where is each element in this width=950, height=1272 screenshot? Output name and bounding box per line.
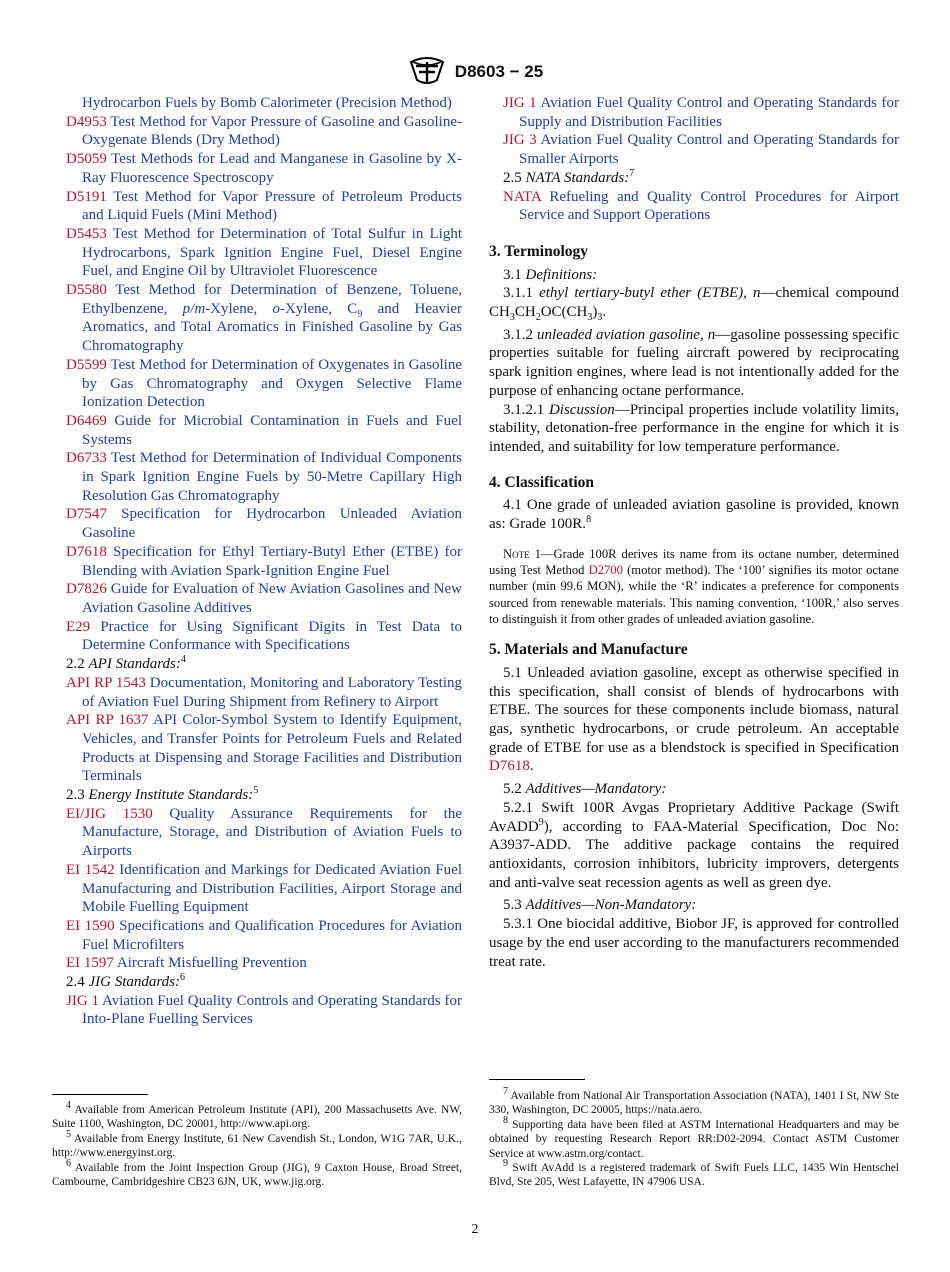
- reference-title-link[interactable]: Specifications and Qualification Procedures for Aviation Fuel Microfilters: [82, 917, 462, 953]
- api-reference-list: [52, 674, 462, 786]
- reference-entry: [489, 131, 899, 168]
- reference-title-link[interactable]: API Color-Symbol System to Identify Equipment, Vehicles, and Transfer Points for Petroleum Fuels and Related Products at Dispensing and Storage Facilities and Distribution Terminals: [82, 712, 462, 785]
- para-5-2: 5.2 Additives—Mandatory:: [503, 781, 667, 798]
- reference-entry: [52, 805, 462, 861]
- reference-entry: [52, 711, 462, 786]
- reference-code-link[interactable]: EI/JIG 1530: [66, 805, 153, 822]
- reference-code-link[interactable]: D6469: [66, 412, 107, 429]
- d2700-link[interactable]: D2700: [588, 563, 623, 578]
- right-column: [489, 94, 899, 971]
- reference-entry: [52, 505, 462, 542]
- reference-code-link[interactable]: API RP 1543: [66, 674, 146, 691]
- reference-code-link[interactable]: D7826: [66, 581, 107, 598]
- page-number: 2: [471, 1222, 479, 1237]
- reference-title-link[interactable]: Test Method for Determination of Oxygenates in Gasoline by Gas Chromatography and Oxygen Selective Flame Ionization Detection: [82, 356, 462, 411]
- reference-code-link[interactable]: JIG 1: [503, 95, 537, 111]
- reference-title-link[interactable]: Guide for Microbial Contamination in Fuels and Fuel Systems: [82, 412, 462, 448]
- reference-title-link[interactable]: Test Method for Vapor Pressure of Petroleum Products and Liquid Fuels (Mini Method): [82, 188, 462, 224]
- reference-entry: [52, 356, 462, 412]
- reference-entry: [52, 992, 462, 1029]
- jig-standards-heading: 2.4 JIG Standards:$^6$: [66, 972, 186, 991]
- terminology-heading: 3. Terminology: [489, 242, 589, 260]
- para-5-3-1: 5.3.1 One biocidal additive, Biobor JF, is approved for controlled usage by the end user according to the manufacturers recommended treat rate.: [489, 916, 899, 970]
- footnote: $^4$ Available from American Petroleum Institute (API), 200 Massachusetts Ave. NW, Suite 1100, Washington, DC 20001, http://www.api.org.: [52, 1100, 462, 1131]
- reference-code-link[interactable]: D7547: [66, 506, 107, 523]
- classification-heading: 4. Classification: [489, 473, 595, 491]
- reference-entry: [52, 954, 462, 973]
- ei-standards-heading: 2.3 Energy Institute Standards:$^5$: [66, 785, 259, 804]
- reference-title-link[interactable]: Aviation Fuel Quality Control and Operating Standards for Smaller Airports: [519, 132, 899, 168]
- reference-title-link[interactable]: Specification for Ethyl Tertiary-Butyl Ether (ETBE) for Blending with Aviation Spark-Ignition Engine Fuel: [82, 543, 463, 579]
- ei-reference-list: [52, 805, 462, 973]
- reference-title-link[interactable]: Test Method for Determination of Benzene, Toluene, Ethylbenzene, p/m-Xylene, o-Xylene, $C_9$ and Heavier Aromatics, and Total Aromatics in Finished Gasoline by Gas Chromatography: [82, 282, 462, 355]
- reference-entry: [52, 188, 462, 225]
- para-3-1-2: 3.1.2 unleaded aviation gasoline, n—gasoline possessing specific properties suitable for fueling aircraft powered by reciprocating spark ignition engines, where lead is not intentionally added for the purpose of enhancing octane performance.: [489, 326, 899, 399]
- reference-code-link[interactable]: D4953: [66, 113, 107, 130]
- footnote: $^8$ Supporting data have been filed at ASTM International Headquarters and may be obtained by requesting Research Report RR:D02-2094. Contact ASTM Customer Service at www.astm.org/contact.: [489, 1114, 899, 1160]
- page-header: [0, 56, 950, 88]
- reference-entry: [489, 188, 899, 225]
- nata-reference-list: [489, 188, 899, 225]
- reference-title-link[interactable]: Documentation, Monitoring and Laboratory Testing of Aviation Fuel During Shipment from Refinery to Airport: [82, 674, 463, 710]
- footnote: $^5$ Available from Energy Institute, 61 New Cavendish St., London, W1G 7AR, U.K., http://www.energyinst.org.: [52, 1128, 462, 1160]
- para-5-1: 5.1 Unleaded aviation gasoline, except as otherwise specified in this specification, shall consist of blends of hydrocarbons with ETBE. The sources for these components include biomass, natural gas, synthetic hydrocarbons, or crude petroleum. An acceptable grade of ETBE for use as a blendstock is specified in Specification D7618.: [489, 664, 899, 775]
- reference-title-link[interactable]: Refueling and Quality Control Procedures for Airport Service and Support Operations: [519, 188, 899, 224]
- reference-code-link[interactable]: D5580: [66, 282, 107, 299]
- d7618-link[interactable]: D7618: [489, 758, 530, 775]
- reference-title-link[interactable]: Aviation Fuel Quality Control and Operating Standards for Supply and Distribution Facilities: [519, 95, 899, 130]
- reference-code-link[interactable]: E29: [66, 618, 91, 635]
- reference-entry: [52, 281, 462, 356]
- reference-entry: [52, 618, 462, 655]
- footnote-rule-right: [489, 1079, 585, 1080]
- reference-entry: [52, 225, 462, 281]
- reference-entry: [52, 113, 462, 150]
- reference-entry: [52, 674, 462, 711]
- reference-title-link[interactable]: Guide for Evaluation of New Aviation Gasolines and New Aviation Gasoline Additives: [82, 581, 463, 616]
- reference-entry: [52, 580, 462, 617]
- para-3-1-2-1: 3.1.2.1 Discussion—Principal properties include volatility limits, stability, detonation-free performance in the engine for which it is intended, and suitability for low temperature performance.: [489, 401, 900, 455]
- reference-title-link[interactable]: Aircraft Misfuelling Prevention: [116, 955, 307, 972]
- reference-code-link[interactable]: D5059: [66, 151, 107, 168]
- reference-code-link[interactable]: D5599: [66, 356, 107, 373]
- reference-title-link[interactable]: Aviation Fuel Quality Controls and Operating Standards for Into-Plane Fuelling Services: [82, 992, 462, 1028]
- reference-code-link[interactable]: NATA: [503, 188, 541, 205]
- reference-code-link[interactable]: EI 1597: [66, 955, 114, 972]
- reference-title-link[interactable]: Test Method for Determination of Total Sulfur in Light Hydrocarbons, Spark Ignition Engine Fuel, Diesel Engine Fuel, and Engine Oil by Ultraviolet Fluorescence: [82, 225, 462, 280]
- reference-entry: [52, 94, 462, 113]
- reference-title-link[interactable]: Test Method for Determination of Individual Components in Spark Ignition Engine Fuels by 50-Metre Capillary High Resolution Gas Chromatography: [82, 450, 462, 504]
- reference-code-link[interactable]: API RP 1637: [66, 712, 149, 729]
- footnote: $^7$ Available from National Air Transportation Association (NATA), 1401 I St, NW Ste 330, Washington, DC 20005, https://nata.aero.: [489, 1086, 899, 1117]
- jig-reference-list: [52, 992, 462, 1029]
- reference-entry: [52, 449, 462, 505]
- para-5-2-1: 5.2.1 Swift 100R Avgas Proprietary Additive Package (Swift AvADD$^9$), according to FAA-Material Specification, Doc No: A3937-ADD. The additive package contains the required antioxidants, corrosion inhibitors, lubricity improvers, detergents and anti-valve seat recession agents as well as green dye.: [489, 799, 899, 891]
- left-column: [52, 94, 462, 1029]
- note-1: Note 1—Grade 100R derives its name from its octane number, determined using Test Method D2700 (motor method). The ‘100’ signifies its motor octane number (min 99.6 MON), while the ‘R’ indicates a preference for components sourced from renewable materials. This naming convention, ‘100R,’ also serves to distinguish it from other grades of unleaded aviation gasoline.: [489, 546, 899, 626]
- reference-title-link[interactable]: Test Methods for Lead and Manganese in Gasoline by X-Ray Fluorescence Spectroscopy: [82, 151, 462, 186]
- astm-logo-icon: [407, 56, 447, 88]
- reference-title-link[interactable]: Identification and Markings for Dedicated Aviation Fuel Manufacturing and Distribution Facilities, Airport Storage and Mobile Fuelling Equipment: [82, 861, 462, 916]
- reference-entry: [489, 94, 899, 131]
- para-4-1: 4.1 One grade of unleaded aviation gasoline is provided, known as: Grade 100R.$^8$: [489, 497, 899, 533]
- reference-code-link[interactable]: EI 1590: [66, 917, 115, 934]
- footnote-rule-left: [52, 1094, 148, 1095]
- reference-entry: [52, 412, 462, 449]
- reference-entry: [52, 861, 462, 917]
- reference-code-link[interactable]: JIG 3: [503, 132, 537, 149]
- para-5-3: 5.3 Additives—Non-Mandatory:: [503, 897, 697, 914]
- reference-entry: [52, 150, 462, 187]
- reference-code-link[interactable]: D5453: [66, 225, 107, 242]
- document-id: D8603 − 25: [454, 62, 544, 81]
- reference-title-link[interactable]: Quality Assurance Requirements for the Manufacture, Storage, and Distribution of Aviation Fuels to Airports: [82, 805, 462, 860]
- reference-code-link[interactable]: D7618: [66, 543, 107, 560]
- reference-title-link[interactable]: Hydrocarbon Fuels by Bomb Calorimeter (Precision Method): [82, 95, 452, 111]
- para-3-1-1: 3.1.1 ethyl tertiary-butyl ether (ETBE), n—chemical compound $CH_3CH_2OC(CH_3)_3$.: [489, 285, 899, 324]
- reference-code-link[interactable]: EI 1542: [66, 861, 115, 878]
- reference-list: [52, 94, 462, 655]
- reference-title-link[interactable]: Practice for Using Significant Digits in Test Data to Determine Conformance with Specifications: [82, 618, 462, 654]
- reference-code-link[interactable]: JIG 1: [66, 992, 100, 1009]
- footnote: $^9$ Swift AvAdd is a registered trademark of Swift Fuels LLC, 1435 Win Hentschel Blvd, Ste 205, West Lafayette, IN 47906 USA.: [489, 1158, 899, 1189]
- nata-standards-heading: 2.5 NATA Standards:$^7$: [503, 167, 635, 186]
- reference-code-link[interactable]: D6733: [66, 450, 107, 467]
- api-standards-heading: 2.2 API Standards:$^4$: [66, 654, 186, 673]
- footnotes-left: [52, 1100, 462, 1189]
- reference-entry: [52, 543, 462, 580]
- reference-entry: [52, 917, 462, 954]
- jig-reference-list-cont: [489, 94, 899, 169]
- materials-heading: 5. Materials and Manufacture: [489, 641, 688, 659]
- reference-title-link[interactable]: Specification for Hydrocarbon Unleaded Aviation Gasoline: [82, 506, 463, 542]
- footnotes-right: [489, 1086, 899, 1190]
- footnote: $^6$ Available from the Joint Inspection Group (JIG), 9 Caxton House, Broad Street, Cambourne, Cambridgeshire CB23 6JN, UK, www.jig.org.: [52, 1157, 462, 1189]
- reference-code-link[interactable]: D5191: [66, 188, 107, 205]
- reference-title-link[interactable]: Test Method for Vapor Pressure of Gasoline and Gasoline-Oxygenate Blends (Dry Method): [82, 113, 462, 149]
- para-3-1: 3.1 Definitions:: [503, 266, 598, 283]
